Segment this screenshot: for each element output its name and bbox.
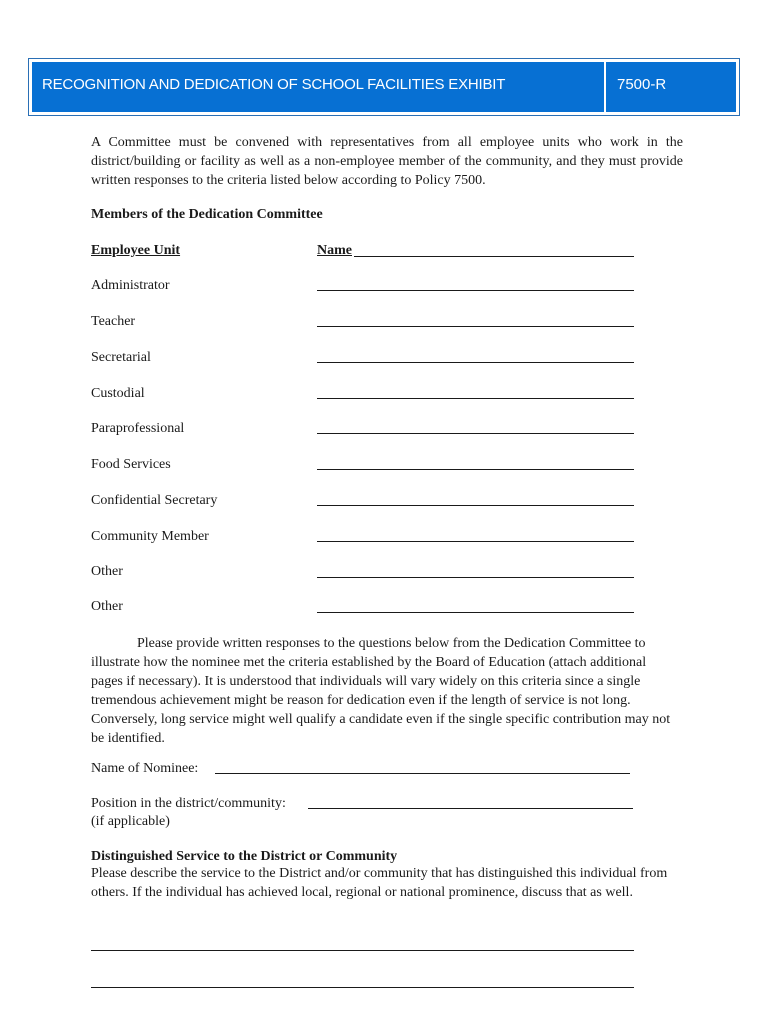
nominee-position-field[interactable] <box>308 808 633 809</box>
employee-unit-header: Employee Unit <box>91 243 181 258</box>
name-field-other-2[interactable] <box>317 612 634 613</box>
unit-label-other-2: Other <box>91 599 123 614</box>
name-field-community-member[interactable] <box>317 541 634 542</box>
name-field-custodial[interactable] <box>317 398 634 399</box>
committee-heading: Members of the Dedication Committee <box>91 207 323 222</box>
name-field-paraprofessional[interactable] <box>317 433 634 434</box>
name-field-teacher[interactable] <box>317 326 634 327</box>
name-field-secretarial[interactable] <box>317 362 634 363</box>
unit-label-teacher: Teacher <box>91 314 136 329</box>
service-response-line-2[interactable] <box>91 987 634 988</box>
name-field-food-services[interactable] <box>317 469 634 470</box>
nominee-position-note: (if applicable) <box>91 814 170 829</box>
name-header-underline <box>354 256 634 257</box>
service-heading: Distinguished Service to the District or Community <box>91 849 398 864</box>
name-field-confidential-secretary[interactable] <box>317 505 634 506</box>
intro-paragraph: A Committee must be convened with representatives from all employee units who work in the district/building or facility as well as a non-employee member of the community, and they must provide written responses to the criteria listed below according to Policy 7500. <box>91 135 683 188</box>
instructions-paragraph: Please provide written responses to the questions below from the Dedication Committee to illustrate how the nominee met the criteria established by the Board of Education (attach additional pages if necessary). It is understood that individuals will vary widely on this criteria since a single tremendous achievement might be reason for dedication even if the length of service is not long. Conversely, long service might well qualify a candidate even if the single specific contribution may not be identified. <box>91 636 671 746</box>
service-response-line-1[interactable] <box>91 950 634 951</box>
unit-label-other-1: Other <box>91 564 123 579</box>
name-field-other-1[interactable] <box>317 577 634 578</box>
unit-label-confidential-secretary: Confidential Secretary <box>91 493 218 508</box>
unit-label-food-services: Food Services <box>91 457 171 472</box>
unit-label-custodial: Custodial <box>91 386 145 401</box>
service-description: Please describe the service to the District and/or community that has distinguished this individual from others. If the individual has achieved local, regional or national prominence, discuss that as well. <box>91 866 668 900</box>
name-field-administrator[interactable] <box>317 290 634 291</box>
name-header: Name <box>317 243 352 258</box>
nominee-position-label: Position in the district/community: <box>91 796 286 811</box>
nominee-name-field[interactable] <box>215 773 630 774</box>
unit-label-paraprofessional: Paraprofessional <box>91 421 185 436</box>
unit-label-community-member: Community Member <box>91 529 209 544</box>
nominee-name-label: Name of Nominee: <box>91 761 199 776</box>
document-title: RECOGNITION AND DEDICATION OF SCHOOL FACILITIES EXHIBIT <box>42 76 506 93</box>
document-code: 7500-R <box>617 76 667 93</box>
header-divider <box>604 62 606 112</box>
unit-label-secretarial: Secretarial <box>91 350 151 365</box>
unit-label-administrator: Administrator <box>91 278 170 293</box>
